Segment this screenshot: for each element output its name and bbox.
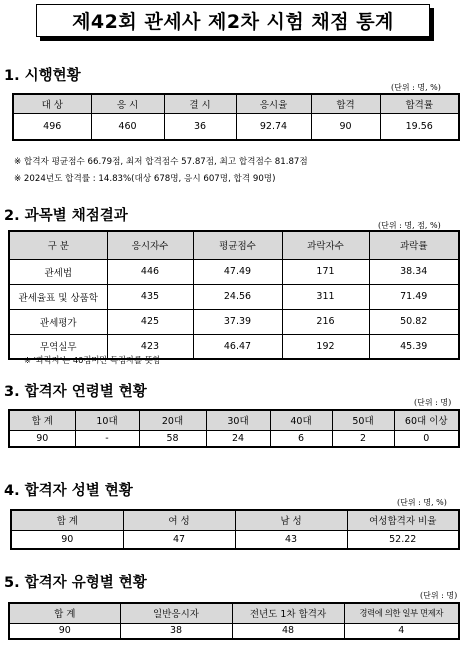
- header-pass-rate: 합격률: [380, 94, 459, 113]
- cell-fail-rate: 38.34: [369, 259, 459, 284]
- cell-age-50s: 2: [332, 430, 394, 447]
- cell-prior-year-first-passers: 48: [232, 623, 344, 639]
- cell-general-applicants: 38: [120, 623, 232, 639]
- section1-heading: 1. 시행현황: [4, 68, 81, 84]
- header-age-50s: 50대: [332, 410, 394, 430]
- cell-applicants: 435: [107, 284, 193, 309]
- header-female: 여 성: [123, 510, 235, 530]
- table-row: [9, 284, 459, 309]
- section3-heading: 3. 합격자 연령별 현황: [4, 384, 147, 400]
- header-age-30s: 30대: [206, 410, 270, 430]
- header-career-partial-exemption: 경력에 의한 일부 면제자: [344, 603, 459, 623]
- header-average-score: 평균점수: [193, 231, 282, 259]
- prior-year-note: ※ 2024년도 합격률 : 14.83%(대상 678명, 응시 607명, 합격 90명): [14, 174, 276, 184]
- cell-age-40s: 6: [270, 430, 332, 447]
- section3-unit: (단위 : 명): [414, 398, 452, 407]
- header-attendance-rate: 응시율: [236, 94, 311, 113]
- cell-absent: 36: [164, 113, 236, 140]
- header-total: 합 계: [9, 410, 75, 430]
- cell-fail-rate: 45.39: [369, 334, 459, 359]
- gender-table: [10, 509, 460, 550]
- section5-unit: (단위 : 명): [420, 591, 458, 600]
- cell-age-30s: 24: [206, 430, 270, 447]
- cell-total: 90: [9, 430, 75, 447]
- cell-fail-count: 311: [282, 284, 369, 309]
- cell-career-partial-exemption: 4: [344, 623, 459, 639]
- cell-average-score: 24.56: [193, 284, 282, 309]
- subject-name: 관세율표 및 상품학: [9, 284, 107, 309]
- header-passed: 합격: [311, 94, 380, 113]
- cell-applicants: 423: [107, 334, 193, 359]
- header-female-ratio: 여성합격자 비율: [347, 510, 459, 530]
- cell-fail-count: 171: [282, 259, 369, 284]
- cell-total: 90: [11, 530, 123, 549]
- header-male: 남 성: [235, 510, 347, 530]
- section1-unit: (단위 : 명, %): [391, 83, 441, 92]
- cell-age-20s: 58: [139, 430, 206, 447]
- header-age-60-plus: 60대 이상: [394, 410, 459, 430]
- header-age-40s: 40대: [270, 410, 332, 430]
- cell-pass-rate: 19.56: [380, 113, 459, 140]
- header-total: 합 계: [9, 603, 120, 623]
- cell-total: 90: [9, 623, 120, 639]
- cell-attendance-rate: 92.74: [236, 113, 311, 140]
- header-age-20s: 20대: [139, 410, 206, 430]
- exam-status-table: [12, 93, 460, 141]
- section4-unit: (단위 : 명, %): [397, 498, 447, 507]
- section5-heading: 5. 합격자 유형별 현황: [4, 575, 147, 591]
- section2-heading: 2. 과목별 채점결과: [4, 208, 128, 224]
- fail-definition-note: ※ '과락자'는 40점미만 득점자를 뜻함: [24, 355, 161, 365]
- cell-applied: 460: [91, 113, 164, 140]
- cell-applicants: 425: [107, 309, 193, 334]
- cell-average-score: 37.39: [193, 309, 282, 334]
- cell-fail-count: 192: [282, 334, 369, 359]
- cell-fail-rate: 50.82: [369, 309, 459, 334]
- score-note: ※ 합격자 평균점수 66.79점, 최저 합격점수 57.87점, 최고 합격점수 81.87점: [14, 157, 308, 167]
- age-table: [8, 409, 460, 448]
- header-applicants: 응시자수: [107, 231, 193, 259]
- cell-fail-count: 216: [282, 309, 369, 334]
- cell-age-60-plus: 0: [394, 430, 459, 447]
- header-applied: 응 시: [91, 94, 164, 113]
- subject-name: 무역실무: [9, 334, 107, 359]
- section2-unit: (단위 : 명, 점, %): [378, 221, 441, 230]
- cell-fail-rate: 71.49: [369, 284, 459, 309]
- cell-passed: 90: [311, 113, 380, 140]
- subject-name: 관세법: [9, 259, 107, 284]
- cell-target: 496: [13, 113, 91, 140]
- table-row: [9, 259, 459, 284]
- header-general-applicants: 일반응시자: [120, 603, 232, 623]
- page-title: 제42회 관세사 제2차 시험 채점 통계: [36, 4, 430, 37]
- cell-female: 47: [123, 530, 235, 549]
- header-fail-count: 과락자수: [282, 231, 369, 259]
- header-prior-year-first-passers: 전년도 1차 합격자: [232, 603, 344, 623]
- cell-male: 43: [235, 530, 347, 549]
- header-absent: 결 시: [164, 94, 236, 113]
- cell-female-ratio: 52.22: [347, 530, 459, 549]
- cell-average-score: 47.49: [193, 259, 282, 284]
- table-row: [9, 309, 459, 334]
- cell-age-10s: -: [75, 430, 139, 447]
- type-table: [8, 602, 460, 640]
- subject-name: 관세평가: [9, 309, 107, 334]
- section4-heading: 4. 합격자 성별 현황: [4, 483, 133, 499]
- cell-average-score: 46.47: [193, 334, 282, 359]
- header-category: 구 분: [9, 231, 107, 259]
- header-target: 대 상: [13, 94, 91, 113]
- cell-applicants: 446: [107, 259, 193, 284]
- header-age-10s: 10대: [75, 410, 139, 430]
- header-total: 합 계: [11, 510, 123, 530]
- subject-results-table: [8, 230, 460, 360]
- header-fail-rate: 과락률: [369, 231, 459, 259]
